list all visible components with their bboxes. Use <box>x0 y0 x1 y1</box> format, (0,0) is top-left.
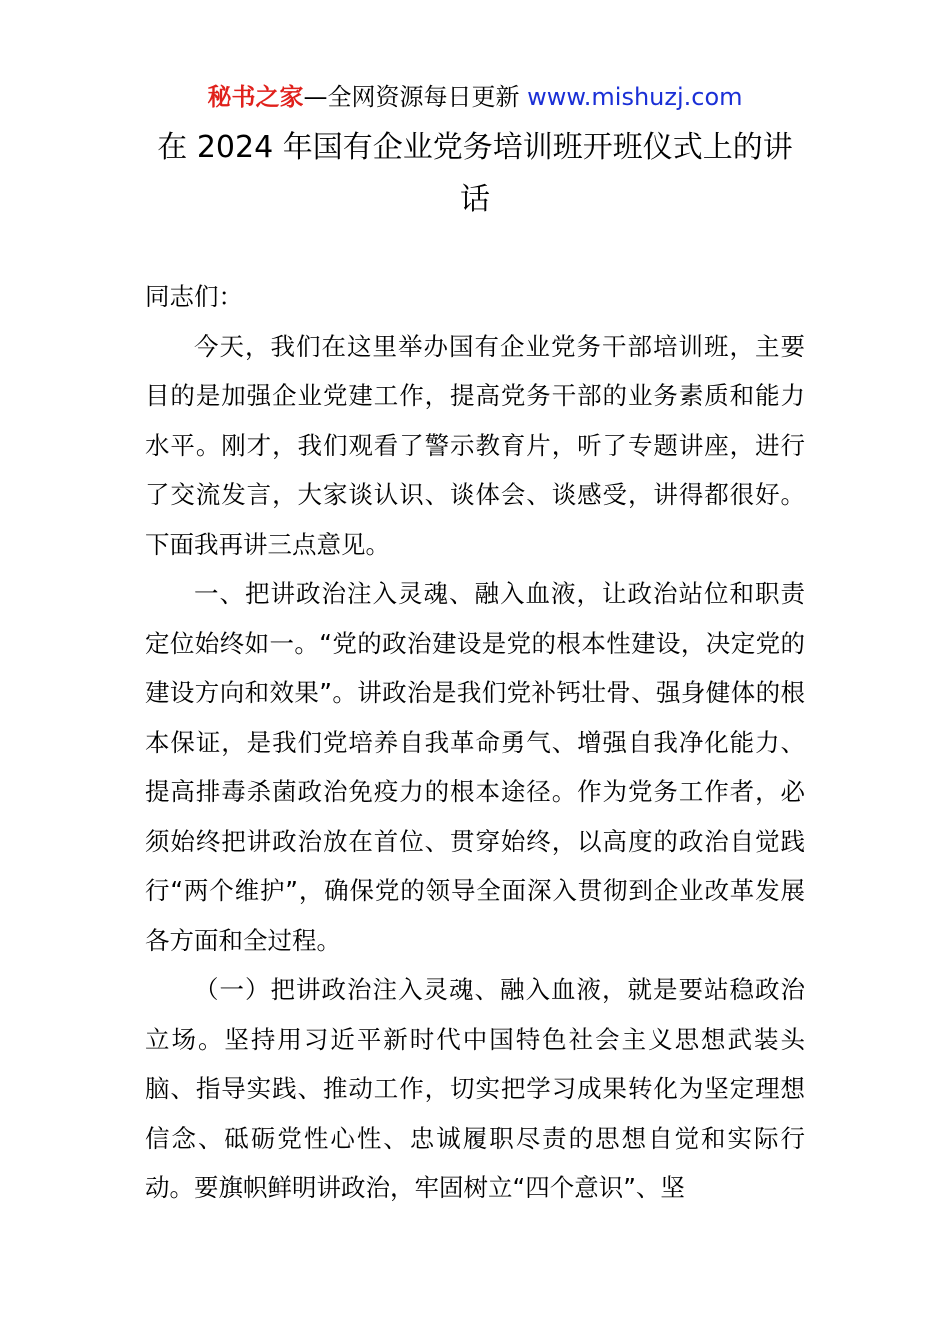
page-header <box>0 80 950 114</box>
salutation: 同志们： <box>145 282 243 311</box>
body-paragraph: 一、把讲政治注入灵魂、融入血液，让政治站位和职责定位始终如一。“党的政治建设是党的根本性建设，决定党的建设方向和效果”。讲政治是我们党补钙壮骨、强身健体的根本保证，是我们党培养自我革命勇气、增强自我净化能力、提高排毒杀菌政治免疫力的根本途径。作为党务工作者，必须始终把讲政治放在首位、贯穿始终，以高度的政治自觉践行“两个维护”，确保党的领导全面深入贯彻到企业改革发展各方面和全过程。 <box>145 579 805 955</box>
site-tagline: —全网资源每日更新 <box>303 83 528 111</box>
site-name: 秘书之家 <box>207 83 304 111</box>
document-title: 在 2024 年国有企业党务培训班开班仪式上的讲话 <box>157 130 793 217</box>
document-body <box>145 272 805 1213</box>
body-paragraph: （一）把讲政治注入灵魂、融入血液，就是要站稳政治立场。坚持用习近平新时代中国特色社会主义思想武装头脑、指导实践、推动工作，切实把学习成果转化为坚定理想信念、砥砺党性心性、忠诚履职尽责的思想自觉和实际行动。要旗帜鲜明讲政治，牢固树立“四个意识”、坚 <box>145 975 805 1202</box>
body-paragraph: 今天，我们在这里举办国有企业党务干部培训班，主要目的是加强企业党建工作，提高党务干部的业务素质和能力水平。刚才，我们观看了警示教育片，听了专题讲座，进行了交流发言，大家谈认识、谈体会、谈感受，讲得都很好。下面我再讲三点意见。 <box>145 331 805 559</box>
site-url-link[interactable]: www.mishuzj.com <box>527 83 743 111</box>
